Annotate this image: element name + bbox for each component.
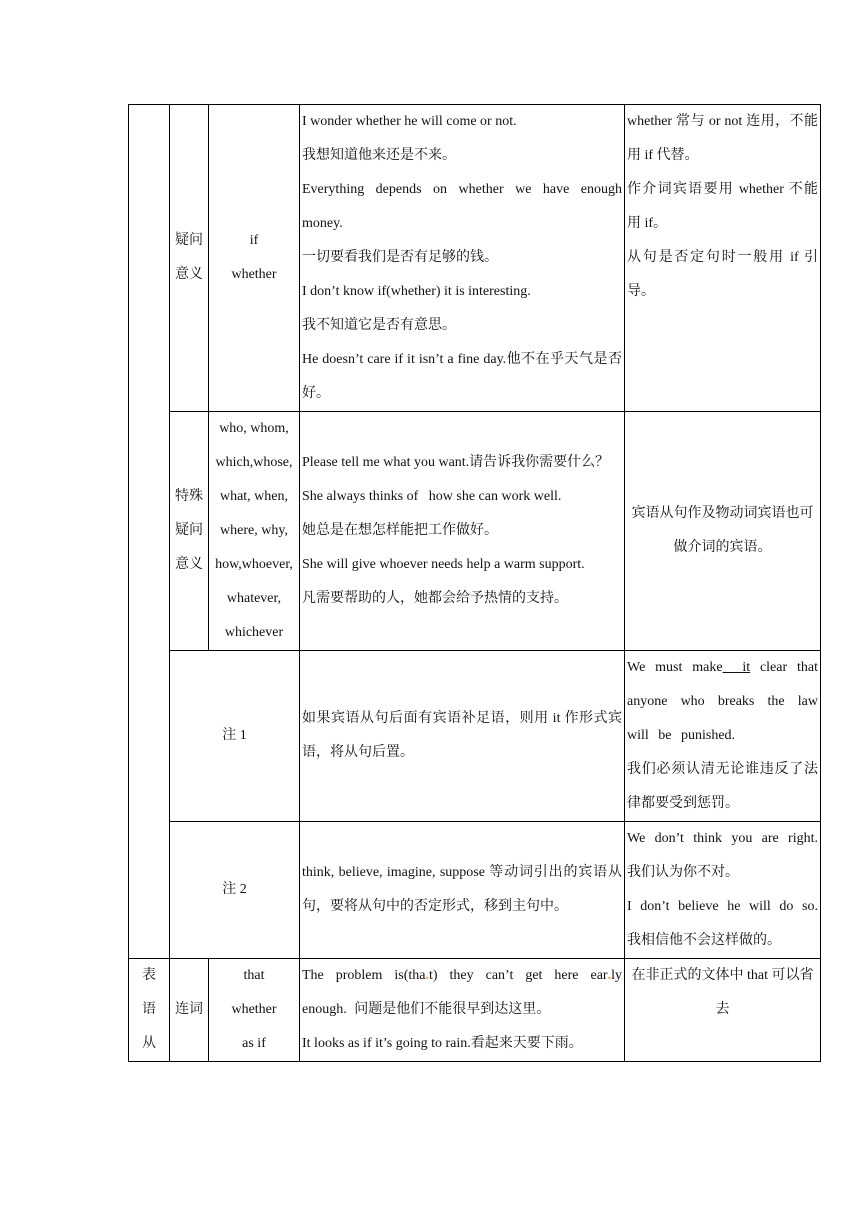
example-line: Everything depends on whether we have enough money. — [302, 182, 622, 231]
words-cell — [209, 412, 300, 651]
example-line: I wonder whether he will come or not. — [302, 114, 517, 129]
row-yes-no — [129, 105, 821, 412]
words-list: that whether as if — [231, 968, 277, 1051]
example-line: 我想知道他来还是不来。 — [302, 148, 456, 163]
example-line — [302, 959, 622, 1027]
note-example: I don’t believe he will do so. — [627, 899, 818, 914]
examples-cell — [300, 412, 625, 651]
words-list: if whether — [231, 233, 277, 282]
example-line: 一切要看我们是否有足够的钱。 — [302, 250, 498, 265]
note-example-cn: 我们必须认清无论谁违反了法律都要受到惩罚。 — [627, 762, 818, 811]
example-line: She will give whoever needs help a warm support. — [302, 557, 585, 572]
note-text: think, believe, imagine, suppose 等动词引出的宾语从句，要将从句中的否定形式，移到主句中。 — [302, 865, 622, 914]
row-wh — [129, 412, 821, 651]
example-line: I don’t know if(whether) it is interesting. — [302, 284, 531, 299]
row-note-1 — [129, 651, 821, 822]
section-label: 表 语 从 — [142, 968, 156, 1051]
grammar-table — [128, 104, 821, 1062]
example-it-underlined — [723, 660, 751, 675]
example-line: 我不知道它是否有意思。 — [302, 318, 456, 333]
marker-dot: . — [607, 968, 612, 983]
example-text: The problem is(tha — [302, 968, 426, 983]
note-text-cell — [300, 651, 625, 822]
example-text: ly enough. 问题是他们不能很早到达这里。 — [302, 968, 622, 1017]
example-line: 她总是在想怎样能把工作做好。 — [302, 523, 498, 538]
note-line: 宾语从句作及物动词宾语也可做介词的宾语。 — [631, 506, 814, 555]
note-line: whether 常与 or not 连用，不能用 if 代替。 — [627, 114, 818, 163]
example-text: t) they can’t get here ear — [429, 968, 608, 983]
example-it: it — [742, 660, 751, 675]
section-cell — [129, 959, 170, 1062]
examples-cell — [300, 105, 625, 412]
note-line: 从句是否定句时一般用 if 引导。 — [627, 250, 818, 299]
type-cell — [170, 412, 209, 651]
section-cell-blank — [129, 105, 170, 959]
type-cell — [170, 105, 209, 412]
row-predicative — [129, 959, 821, 1062]
note-label: 注 1 — [222, 728, 247, 743]
example-text: We must make — [627, 660, 723, 675]
note-example: 我相信他不会这样做的。 — [627, 933, 781, 948]
note-example — [627, 651, 818, 753]
type-label: 疑问 意义 — [175, 233, 203, 282]
type-label: 连词 — [175, 1002, 203, 1017]
note-label-cell — [170, 651, 300, 822]
note-text: 如果宾语从句后面有宾语补足语，则用 it 作形式宾语，将从句后置。 — [302, 711, 622, 760]
words-cell — [209, 959, 300, 1062]
example-text: clear that anyone who breaks the law will be punished. — [627, 660, 819, 743]
note-label-cell — [170, 822, 300, 959]
note-example-cell — [625, 651, 821, 822]
examples-cell — [300, 959, 625, 1062]
example-line: He doesn’t care if it isn’t a fine day.他不在乎天气是否好。 — [302, 352, 622, 401]
example-line: Please tell me what you want.请告诉我你需要什么？ — [302, 455, 610, 470]
note-label: 注 2 — [222, 882, 247, 897]
notes-cell — [625, 412, 821, 651]
example-line: 凡需要帮助的人，她都会给予热情的支持。 — [302, 591, 568, 606]
type-label: 特殊 疑问 意义 — [175, 489, 203, 572]
row-note-2 — [129, 822, 821, 959]
notes-cell — [625, 959, 821, 1062]
note-example: We don’t think you are right. — [627, 831, 818, 846]
note-example: 我们认为你不对。 — [627, 865, 739, 880]
note-example-cell — [625, 822, 821, 959]
note-text-cell — [300, 822, 625, 959]
example-line: She always thinks of how she can work well. — [302, 489, 562, 504]
marker-dot: . — [425, 968, 429, 983]
note-line: 作介词宾语要用 whether 不能用 if。 — [627, 182, 818, 231]
words-list: who, whom, which,whose, what, when, where, why, how,whoever, whatever, whichever — [215, 421, 293, 640]
type-cell — [170, 959, 209, 1062]
words-cell — [209, 105, 300, 412]
notes-cell — [625, 105, 821, 412]
note-line: 在非正式的文体中 that 可以省去 — [631, 968, 814, 1017]
example-line: It looks as if it’s going to rain.看起来天要下雨。 — [302, 1036, 583, 1051]
